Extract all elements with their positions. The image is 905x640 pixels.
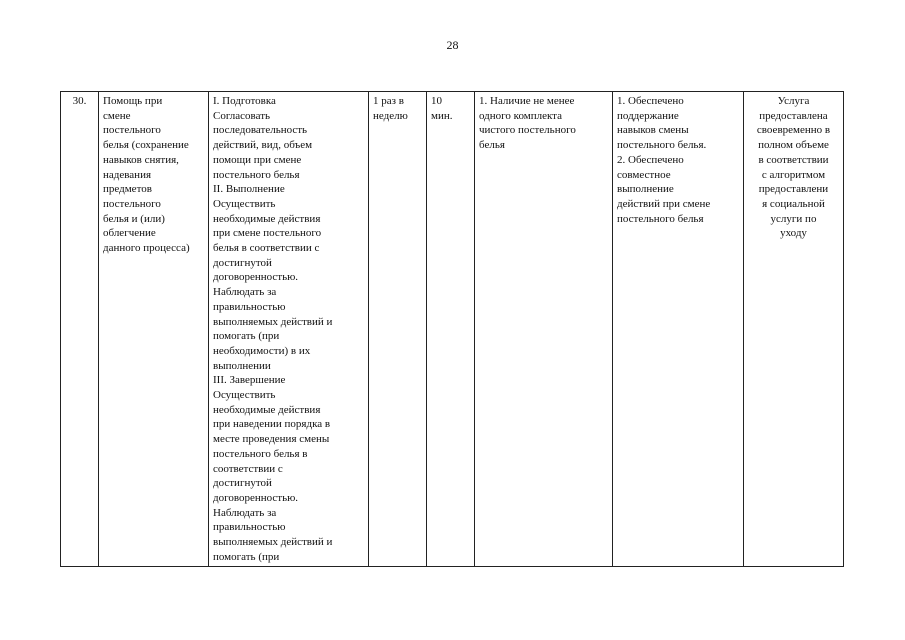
service-name-cell bbox=[99, 92, 209, 567]
duration: 10 мин. bbox=[431, 95, 453, 122]
result-evaluation: Услуга предоставлена своевременно в полном объеме в соответствии с алгоритмом предоставлени я социальной услуги по уходу bbox=[756, 95, 831, 240]
table-row bbox=[61, 92, 844, 567]
page-number: 28 bbox=[446, 38, 459, 52]
quality-indicators: 1. Обеспечено поддержание навыков смены постельного белья. 2. Обеспечено совместное выполнение действий при смене постельного белья bbox=[617, 95, 711, 225]
conditions-cell bbox=[475, 92, 613, 567]
service-description: I. Подготовка Согласовать последовательность действий, вид, объем помощи при смене постельного белья II. Выполнение Осуществить необходимые действия при смене постельного белья в соответствии с достигнутой договоренностью. Наблюдать за правильностью выполняемых действий и помогать (при необходимости) в их выполнении III. Завершение Осуществить необходимые действия при наведении порядка в месте проведения смены постельного белья в соответствии с достигнутой договоренностью. Наблюдать за правильностью выполняемых действий и помогать (при bbox=[213, 95, 333, 563]
duration-cell bbox=[427, 92, 475, 567]
service-name: Помощь при смене постельного белья (сохранение навыков снятия, надевания предметов постельного белья и (или) облегчение данного процесса) bbox=[103, 95, 190, 255]
frequency: 1 раз в неделю bbox=[373, 95, 408, 122]
row-number-cell bbox=[61, 92, 99, 567]
row-number: 30. bbox=[72, 95, 87, 107]
frequency-cell bbox=[369, 92, 427, 567]
service-description-cell bbox=[209, 92, 369, 567]
conditions: 1. Наличие не менее одного комплекта чистого постельного белья bbox=[479, 95, 576, 152]
quality-indicators-cell bbox=[613, 92, 744, 567]
service-table bbox=[60, 91, 844, 567]
result-evaluation-cell bbox=[744, 92, 844, 567]
